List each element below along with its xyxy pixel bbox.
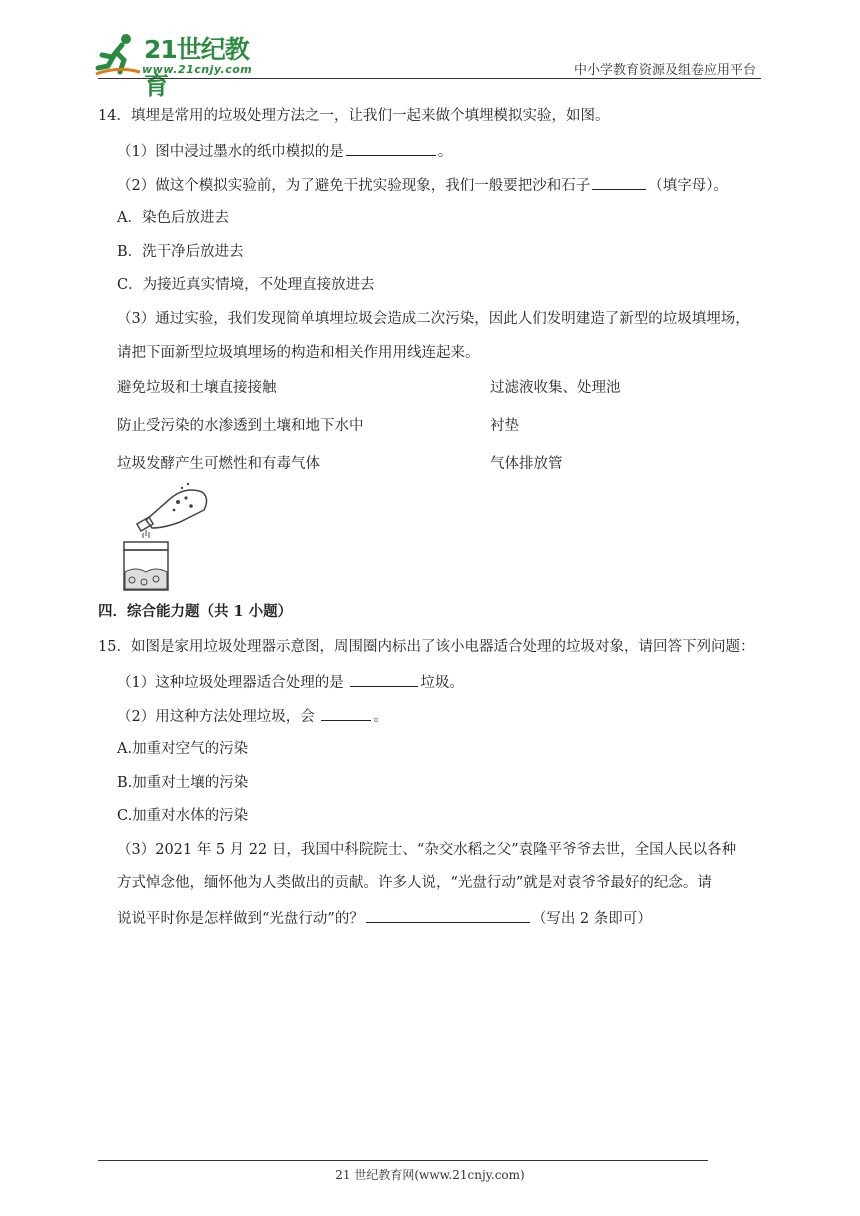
q15-part3-line3-text: 说说平时你是怎样做到“光盘行动”的？: [117, 911, 364, 927]
q14-part2-blank[interactable]: [592, 174, 646, 190]
match-right-3: 气体排放管: [490, 456, 563, 472]
q15-part3-line2: 方式悼念他，缅怀他为人类做出的贡献。许多人说，“光盘行动”就是对袁爷爷最好的纪念。请: [117, 875, 712, 891]
q14-option-b: B．洗干净后放进去: [117, 244, 244, 260]
q14-part1-end: 。: [437, 144, 453, 160]
brand-url: www.21cnjy.com: [142, 63, 253, 76]
q14-part3-line1: （3）通过实验，我们发现简单填埋垃圾会造成二次污染，因此人们发明建造了新型的垃圾填埋场，: [117, 311, 750, 327]
match-left-1: 避免垃圾和土壤直接接触: [117, 380, 277, 396]
match-right-2: 衬垫: [490, 418, 519, 434]
q15-option-b: B.加重对土壤的污染: [117, 775, 249, 791]
q15-part1-end: 垃圾。: [420, 675, 464, 691]
header-platform-text: 中小学教育资源及组卷应用平台: [573, 63, 756, 78]
q15-part3-line3: [117, 907, 652, 929]
q14-part1-text: （1）图中浸过墨水的纸巾模拟的是: [117, 144, 344, 160]
q14-part2-end: （填字母）。: [648, 178, 728, 194]
logo: [94, 30, 264, 100]
q14-part1-blank[interactable]: [346, 140, 436, 156]
q15-part3-line3-end: （写出 2 条即可）: [531, 911, 652, 927]
q14-part3-line2: 请把下面新型垃圾填埋场的构造和相关作用用线连起来。: [117, 345, 480, 361]
q15-option-a: A.加重对空气的污染: [117, 741, 249, 757]
match-right-1: 过滤液收集、处理池: [490, 380, 621, 396]
q14-option-c: C．为接近真实情境，不处理直接放进去: [117, 277, 375, 293]
q14-stem: 14．填埋是常用的垃圾处理方法之一，让我们一起来做个填埋模拟实验，如图。: [98, 108, 610, 124]
q15-part2-end: 。: [373, 709, 388, 725]
q15-stem: 15．如图是家用垃圾处理器示意图，周围圈内标出了该小电器适合处理的垃圾对象，请回答下列问题：: [98, 639, 755, 655]
q15-part1-text: （1）这种垃圾处理器适合处理的是: [117, 675, 349, 691]
footer-divider: [98, 1160, 708, 1161]
q14-part1: [117, 140, 452, 162]
runner-logo-icon: [94, 30, 142, 78]
match-left-3: 垃圾发酵产生可燃性和有毒气体: [117, 456, 320, 472]
q14-part2: [117, 174, 728, 196]
q15-part2-text: （2）用这种方法处理垃圾，会: [117, 709, 320, 725]
q15-part3-line1: （3）2021 年 5 月 22 日，我国中科院院士、“杂交水稻之父”袁隆平爷爷去世，全国人民以各种: [117, 842, 737, 858]
section-4-title: 四．综合能力题（共 1 小题）: [98, 603, 293, 620]
q15-part3-blank[interactable]: [366, 907, 530, 923]
q15-part1-blank[interactable]: [350, 671, 418, 687]
q15-option-c: C.加重对水体的污染: [117, 808, 249, 824]
match-left-2: 防止受污染的水渗透到土壤和地下水中: [117, 418, 364, 434]
landfill-experiment-figure: [116, 480, 212, 592]
q14-option-a: A．染色后放进去: [117, 210, 229, 226]
header-divider: [98, 78, 761, 79]
footer-text: 21 世纪教育网(www.21cnjy.com): [335, 1168, 525, 1182]
q15-part1: [117, 671, 464, 693]
q14-part2-text: （2）做这个模拟实验前，为了避免干扰实验现象，我们一般要把沙和石子: [117, 178, 591, 194]
q15-part2: [117, 705, 388, 727]
q15-part2-blank[interactable]: [321, 705, 371, 721]
brand-name: 21世纪教育: [144, 35, 249, 100]
